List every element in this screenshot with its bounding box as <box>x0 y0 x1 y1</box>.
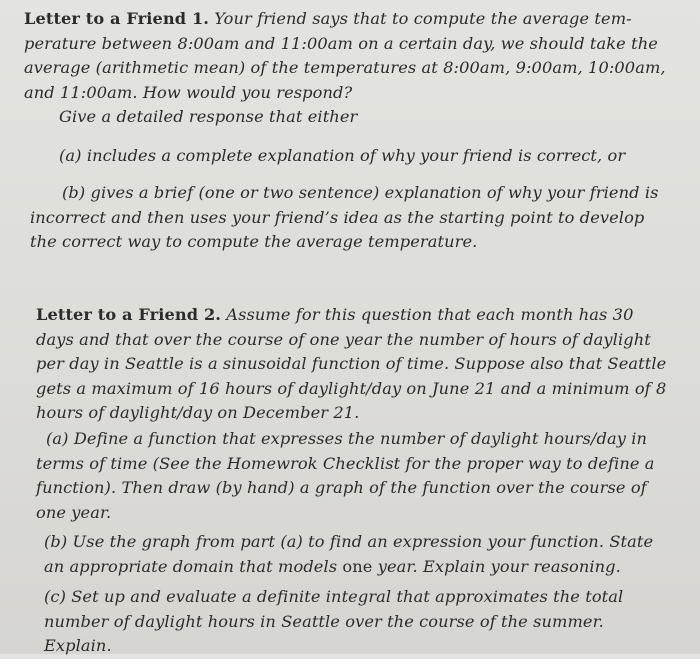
letter2-part-b-post: year. Explain your reasoning. <box>377 556 621 576</box>
letter1-paragraph <box>24 7 672 105</box>
letter1-option-b: (b) gives a brief (one or two sentence) explanation of why your friend is incorrect and then uses your friend’s idea as the starting point to develop the correct way to compute the average temperature. <box>30 183 659 251</box>
letter2-part-c: (c) Set up and evaluate a definite integral that approximates the total number of daylight hours in Seattle over the course of the summer. Explain. <box>44 587 624 655</box>
letter2-part-b-pre: (b) Use the graph from part (a) to find an expression your function. State an appropriate domain that models <box>44 532 654 576</box>
letter1-prompt: Your friend says that to compute the average tem-perature between 8:00am and 11:00am on a certain day, we should take the average (arithmetic mean) of the temperatures at 8:00am, 9:00am, 10:00am, and 11:00am. How would you respond? <box>24 9 666 102</box>
letter1-instruction: Give a detailed response that either <box>59 107 358 126</box>
letter2-paragraph <box>36 303 668 426</box>
letter2-heading: Letter to a Friend 2. <box>36 305 222 324</box>
letter2-prompt: Assume for this question that each month has 30 days and that over the course of one year the number of hours of daylight per day in Seattle is a sinusoidal function of time. Suppose also that Seattle gets a maximum of 16 hours of daylight/day on June 21 and a minimum of 8 hours of daylight/day on December 21. <box>36 305 667 422</box>
letter2-part-b-one: one <box>342 556 373 576</box>
letter2-part-b <box>44 530 664 579</box>
letter2-part-a: (a) Define a function that expresses the number of daylight hours/day in terms of time (See the Homewrok Checklist for the proper way to define a function). Then draw (by hand) a graph of the function over the course of one year. <box>36 429 655 522</box>
letter1-heading: Letter to a Friend 1. <box>24 9 210 28</box>
letter1-option-a: (a) includes a complete explanation of why your friend is correct, or <box>59 146 626 165</box>
